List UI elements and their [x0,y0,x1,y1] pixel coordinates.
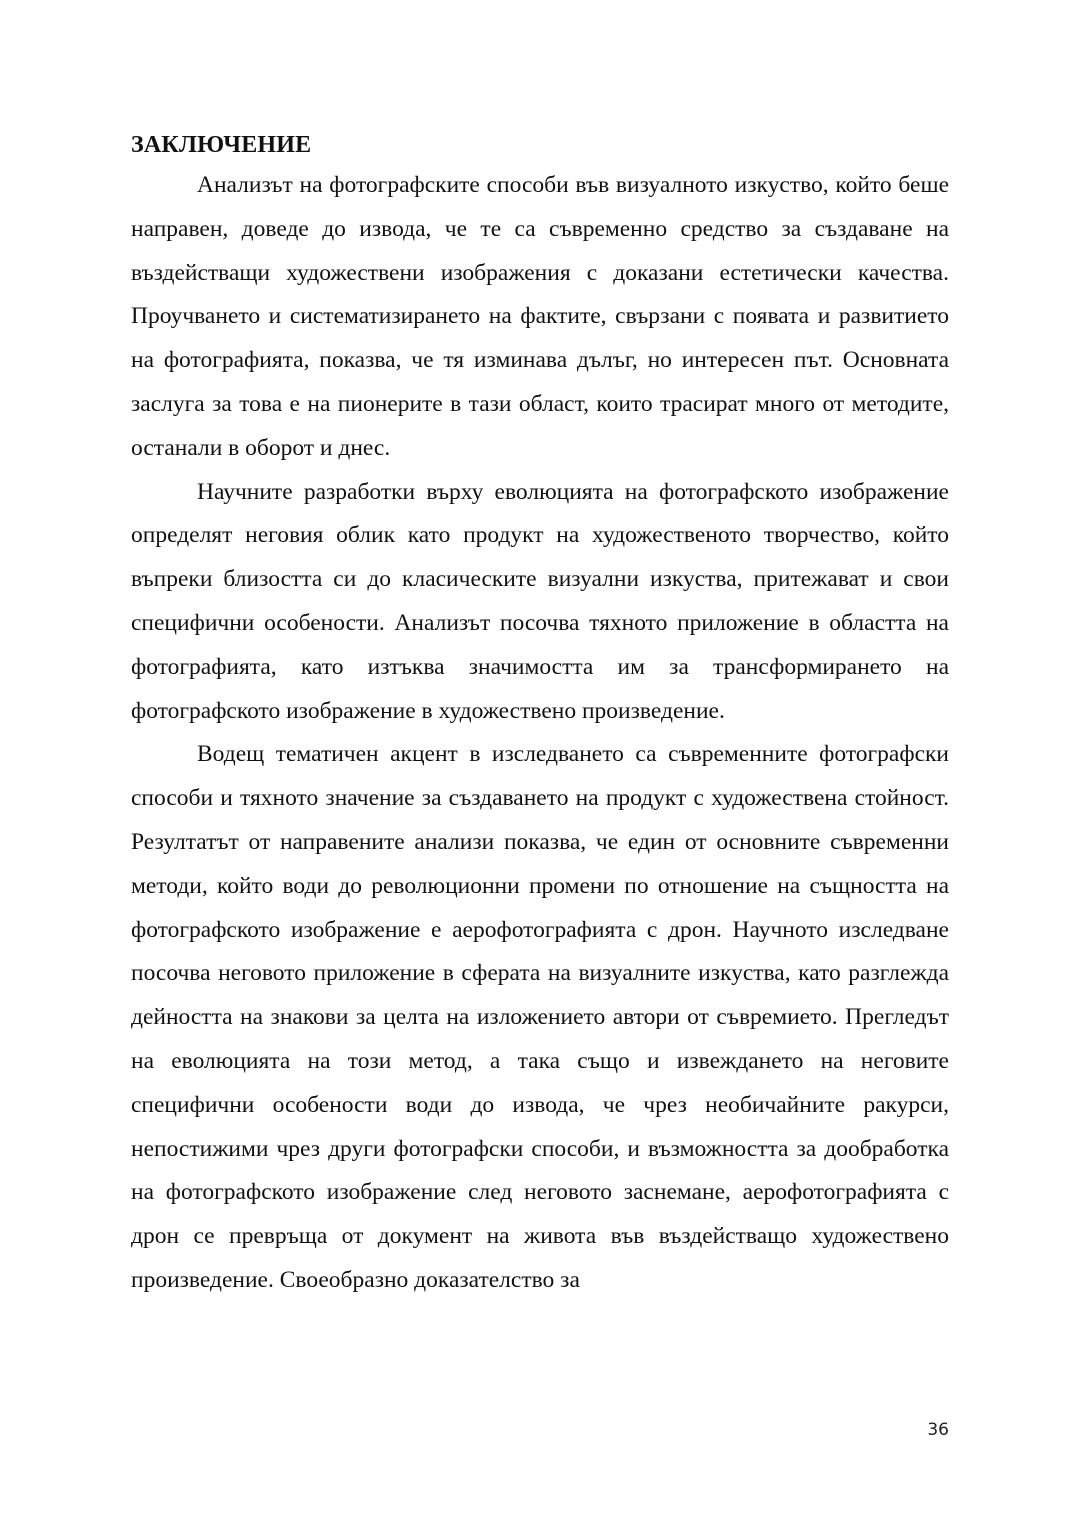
section-heading: ЗАКЛЮЧЕНИЕ [131,132,312,158]
paragraph-2: Научните разработки върху еволюцията на фотографското изображение определят неговия облик като продукт на художественото творчество, който въпреки близостта си до класическите визуални изкуства, притежават и свои специфични особености. Анализът посочва тяхното приложение в областта на фотографията, като изтъква значимостта им за трансформирането на фотографското изображение в художествено произведение. [131,478,949,724]
page-number: 36 [927,1420,949,1440]
paragraph-1: Анализът на фотографските способи във визуалното изкуство, който беше направен, доведе до извода, че те са съвременно средство за създаване на въздействащи художествени изображения с доказани естетически качества. Проучването и систематизирането на фактите, свързани с появата и развитието на фотографията, показва, че тя изминава дълъг, но интересен път. Основната заслуга за това е на пионерите в тази област, които трасират много от методите, останали в оборот и днес. [131,172,949,461]
page-content [131,127,949,1303]
paragraph-3: Водещ тематичен акцент в изследването са съвременните фотографски способи и тяхното значение за създаването на продукт с художествена стойност. Резултатът от направените анализи показва, че един от основните съвременни методи, който води до революционни промени по отношение на същността на фотографското изображение е аерофотографията с дрон. Научното изследване посочва неговото приложение в сферата на визуалните изкуства, като разглежда дейността на знакови за целта на изложението автори от съвремието. Прегледът на еволюцията на този метод, а така също и извеждането на неговите специфични особености води до извода, че чрез необичайните ракурси, непостижими чрез други фотографски способи, и възможността за дообработка на фотографското изображение след неговото заснемане, аерофотографията с дрон се превръща от документ на живота във въздействащо художествено произведение. Своеобразно доказателство за [131,741,949,1293]
